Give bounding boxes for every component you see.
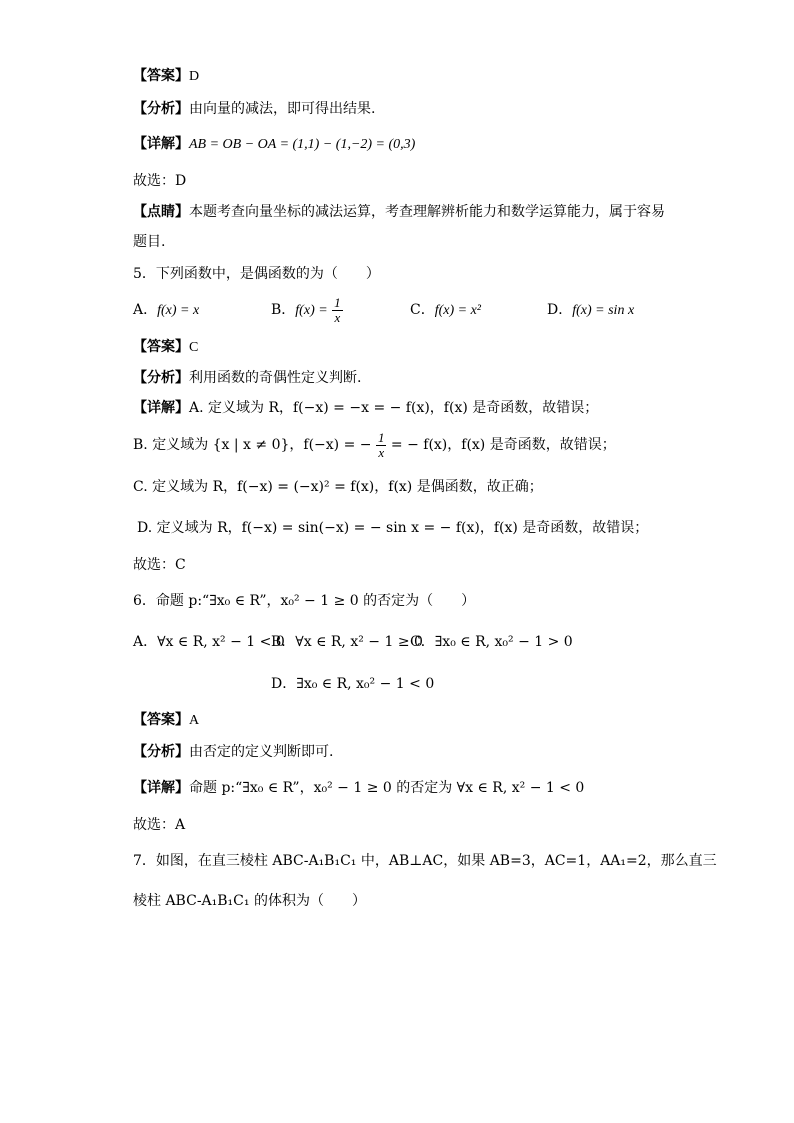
- q5-detail-a: [133, 398, 598, 418]
- comment-tag: 【点睛】: [133, 204, 189, 220]
- option-label: C．: [410, 302, 435, 318]
- analysis-text: 利用函数的奇偶性定义判断.: [189, 370, 362, 386]
- q5-detail-b: [133, 425, 616, 465]
- answer-tag: 【答案】: [133, 68, 189, 84]
- numerator: 1: [334, 294, 341, 310]
- detail-text: A. 定义域为 R，f(−x) = −x = − f(x)，f(x) 是奇函数，故错误；: [189, 400, 599, 416]
- answer-value: C: [189, 340, 199, 355]
- q7-stem-line2: 棱柱 ABC-A₁B₁C₁ 的体积为（ ）: [133, 893, 366, 909]
- q6-option-d: D．∃x₀ ∈ R, x₀² − 1 < 0: [271, 676, 435, 692]
- q5-conclusion: 故选：C: [133, 557, 186, 573]
- detail-text: B. 定义域为 {x | x ≠ 0}，f(−x) = −: [133, 437, 372, 453]
- denominator: x: [334, 309, 341, 325]
- option-label: D．: [547, 302, 573, 318]
- option-label: A．: [133, 302, 158, 318]
- q5-analysis-line: [133, 368, 361, 388]
- q6-conclusion: 故选：A: [133, 817, 186, 833]
- q4-detail-line: [133, 134, 415, 155]
- analysis-text: 由向量的减法，即可得出结果.: [189, 101, 376, 117]
- q4-comment-line: [133, 202, 665, 222]
- q6-option-a: A．∀x ∈ R, x² − 1 < 0: [133, 634, 285, 650]
- option-math: f(x) =: [295, 303, 328, 318]
- detail-text: 命题 p:“∃x₀ ∈ R”，x₀² − 1 ≥ 0 的否定为 ∀x ∈ R, x² − 1 < 0: [189, 780, 585, 796]
- q4-comment-line2: 题目.: [133, 234, 166, 250]
- option-math: f(x) = x²: [434, 303, 482, 318]
- answer-value: A: [189, 713, 200, 728]
- q5-answer-line: [133, 337, 198, 358]
- q5-option-b: [271, 290, 343, 331]
- q5-option-d: [547, 300, 634, 321]
- analysis-tag: 【分析】: [133, 370, 189, 386]
- answer-tag: 【答案】: [133, 712, 189, 728]
- q6-answer-line: [133, 710, 199, 731]
- q5-detail-d: D. 定义域为 R，f(−x) = sin(−x) = − sin x = − f(x)，f(x) 是奇函数，故错误；: [137, 520, 649, 536]
- detail-tag: 【详解】: [133, 780, 189, 796]
- fraction: [332, 296, 343, 325]
- analysis-tag: 【分析】: [133, 744, 189, 760]
- answer-tag: 【答案】: [133, 339, 189, 355]
- q6-option-b: B．∀x ∈ R, x² − 1 ≥ 0: [271, 634, 423, 650]
- q4-analysis-line: [133, 99, 375, 119]
- option-math: f(x) = x: [157, 303, 200, 318]
- fraction: [376, 431, 387, 460]
- detail-text: = − f(x)，f(x) 是奇函数，故错误；: [390, 437, 616, 453]
- q7-stem-line1: 7．如图，在直三棱柱 ABC-A₁B₁C₁ 中，AB⊥AC，如果 AB=3，AC=1，AA₁=2，那么直三: [133, 853, 717, 869]
- numerator: 1: [377, 429, 385, 445]
- q4-answer-line: [133, 66, 199, 87]
- analysis-text: 由否定的定义判断即可.: [189, 744, 334, 760]
- comment-text: 本题考查向量坐标的减法运算，考查理解辨析能力和数学运算能力，属于容易: [189, 204, 665, 220]
- q5-option-a: [133, 300, 199, 321]
- q6-analysis-line: [133, 742, 333, 762]
- q5-stem: 5．下列函数中，是偶函数的为（ ）: [133, 266, 380, 282]
- option-math: f(x) = sin x: [572, 303, 635, 318]
- q5-detail-c: C. 定义域为 R，f(−x) = (−x)² = f(x)，f(x) 是偶函数，故正确；: [133, 479, 543, 495]
- q6-detail-line: [133, 778, 584, 798]
- detail-text: AB = OB − OA = (1,1) − (1,−2) = (0,3): [189, 137, 416, 152]
- q6-option-c: C．∃x₀ ∈ R, x₀² − 1 > 0: [410, 634, 573, 650]
- q6-stem: 6．命题 p:“∃x₀ ∈ R”，x₀² − 1 ≥ 0 的否定为（ ）: [133, 593, 476, 609]
- q5-option-c: [410, 300, 481, 321]
- answer-value: D: [189, 69, 200, 84]
- denominator: x: [378, 444, 385, 460]
- q4-conclusion: 故选：D: [133, 173, 187, 189]
- detail-tag: 【详解】: [133, 136, 189, 152]
- detail-tag: 【详解】: [133, 400, 189, 416]
- option-label: B．: [271, 302, 296, 318]
- analysis-tag: 【分析】: [133, 101, 189, 117]
